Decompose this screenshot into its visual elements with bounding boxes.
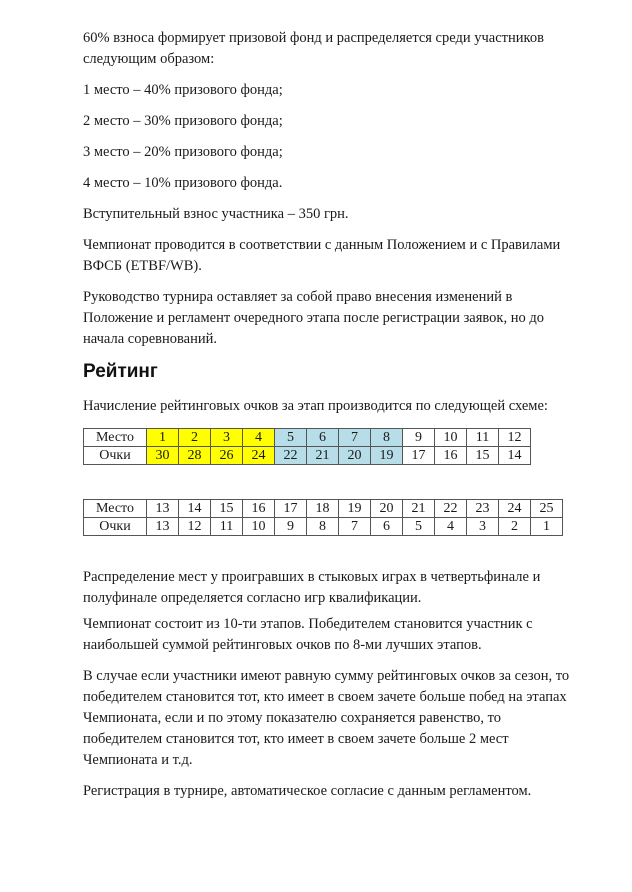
place-cell: 19: [339, 500, 371, 518]
row-label-points: Очки: [84, 518, 147, 536]
points-row: [84, 518, 563, 536]
registration-consent: Регистрация в турнире, автоматическое согласие с данным регламентом.: [83, 783, 532, 799]
row-label-place: Место: [84, 429, 147, 447]
place-cell: 22: [435, 500, 467, 518]
place-cell: 11: [467, 429, 499, 447]
points-cell: 2: [499, 518, 531, 536]
points-cell: 6: [371, 518, 403, 536]
championship-line-1: Чемпионат состоит из 10-ти этапов. Победителем становится участник с: [83, 616, 533, 632]
points-cell: 7: [339, 518, 371, 536]
points-cell: 22: [275, 447, 307, 465]
place-cell: 13: [147, 500, 179, 518]
place-cell: 9: [403, 429, 435, 447]
place-cell: 25: [531, 500, 563, 518]
points-cell: 17: [403, 447, 435, 465]
entry-fee: Вступительный взнос участника – 350 грн.: [83, 206, 349, 222]
points-cell: 26: [211, 447, 243, 465]
prize-place-3: 3 место – 20% призового фонда;: [83, 144, 283, 160]
place-row: [84, 500, 563, 518]
points-cell: 24: [243, 447, 275, 465]
points-cell: 30: [147, 447, 179, 465]
points-cell: 12: [179, 518, 211, 536]
place-cell: 16: [243, 500, 275, 518]
distribution-line-2: полуфинале определяется согласно игр квалификации.: [83, 590, 422, 606]
rating-table-2: [83, 499, 563, 536]
tie-rule-line-1: В случае если участники имеют равную сумму рейтинговых очков за сезон, то: [83, 668, 570, 684]
place-cell: 20: [371, 500, 403, 518]
rules-line-1: Чемпионат проводится в соответствии с данным Положением и с Правилами: [83, 237, 561, 253]
points-cell: 10: [243, 518, 275, 536]
place-cell: 14: [179, 500, 211, 518]
tie-rule-line-5: Чемпионата и т.д.: [83, 752, 193, 768]
row-label-place: Место: [84, 500, 147, 518]
management-line-1: Руководство турнира оставляет за собой право внесения изменений в: [83, 289, 513, 305]
place-cell: 1: [147, 429, 179, 447]
points-cell: 19: [371, 447, 403, 465]
points-cell: 21: [307, 447, 339, 465]
place-cell: 18: [307, 500, 339, 518]
points-cell: 11: [211, 518, 243, 536]
place-cell: 3: [211, 429, 243, 447]
distribution-line-1: Распределение мест у проигравших в стыковых играх в четвертьфинале и: [83, 569, 541, 585]
place-row: [84, 429, 531, 447]
place-cell: 24: [499, 500, 531, 518]
points-cell: 3: [467, 518, 499, 536]
rating-table-1: [83, 428, 531, 465]
prize-place-1: 1 место – 40% призового фонда;: [83, 82, 283, 98]
points-cell: 1: [531, 518, 563, 536]
prize-fund-line-1: 60% взноса формирует призовой фонд и распределяется среди участников: [83, 30, 544, 46]
place-cell: 12: [499, 429, 531, 447]
place-cell: 7: [339, 429, 371, 447]
place-cell: 21: [403, 500, 435, 518]
row-label-points: Очки: [84, 447, 147, 465]
place-cell: 8: [371, 429, 403, 447]
place-cell: 23: [467, 500, 499, 518]
points-cell: 14: [499, 447, 531, 465]
prize-place-4: 4 место – 10% призового фонда.: [83, 175, 283, 191]
place-cell: 6: [307, 429, 339, 447]
place-cell: 15: [211, 500, 243, 518]
points-row: [84, 447, 531, 465]
points-cell: 9: [275, 518, 307, 536]
rating-heading: Рейтинг: [83, 361, 158, 382]
points-cell: 28: [179, 447, 211, 465]
points-cell: 8: [307, 518, 339, 536]
points-cell: 13: [147, 518, 179, 536]
prize-place-2: 2 место – 30% призового фонда;: [83, 113, 283, 129]
tie-rule-line-4: победителем становится тот, кто имеет в своем зачете больше 2 мест: [83, 731, 509, 747]
prize-fund-line-2: следующим образом:: [83, 51, 215, 67]
points-cell: 15: [467, 447, 499, 465]
management-line-2: Положение и регламент очередного этапа после регистрации заявок, но до: [83, 310, 544, 326]
place-cell: 2: [179, 429, 211, 447]
place-cell: 17: [275, 500, 307, 518]
points-cell: 20: [339, 447, 371, 465]
place-cell: 4: [243, 429, 275, 447]
place-cell: 10: [435, 429, 467, 447]
championship-line-2: наибольшей суммой рейтинговых очков по 8-ми лучших этапов.: [83, 637, 482, 653]
points-cell: 16: [435, 447, 467, 465]
points-cell: 4: [435, 518, 467, 536]
place-cell: 5: [275, 429, 307, 447]
rating-intro: Начисление рейтинговых очков за этап производится по следующей схеме:: [83, 398, 548, 414]
rules-line-2: ВФСБ (ETBF/WB).: [83, 258, 202, 274]
tie-rule-line-2: победителем становится тот, кто имеет в своем зачете больше побед на этапах: [83, 689, 567, 705]
management-line-3: начала соревнований.: [83, 331, 217, 347]
points-cell: 5: [403, 518, 435, 536]
tie-rule-line-3: Чемпионата, если и по этому показателю сохраняется равенство, то: [83, 710, 502, 726]
